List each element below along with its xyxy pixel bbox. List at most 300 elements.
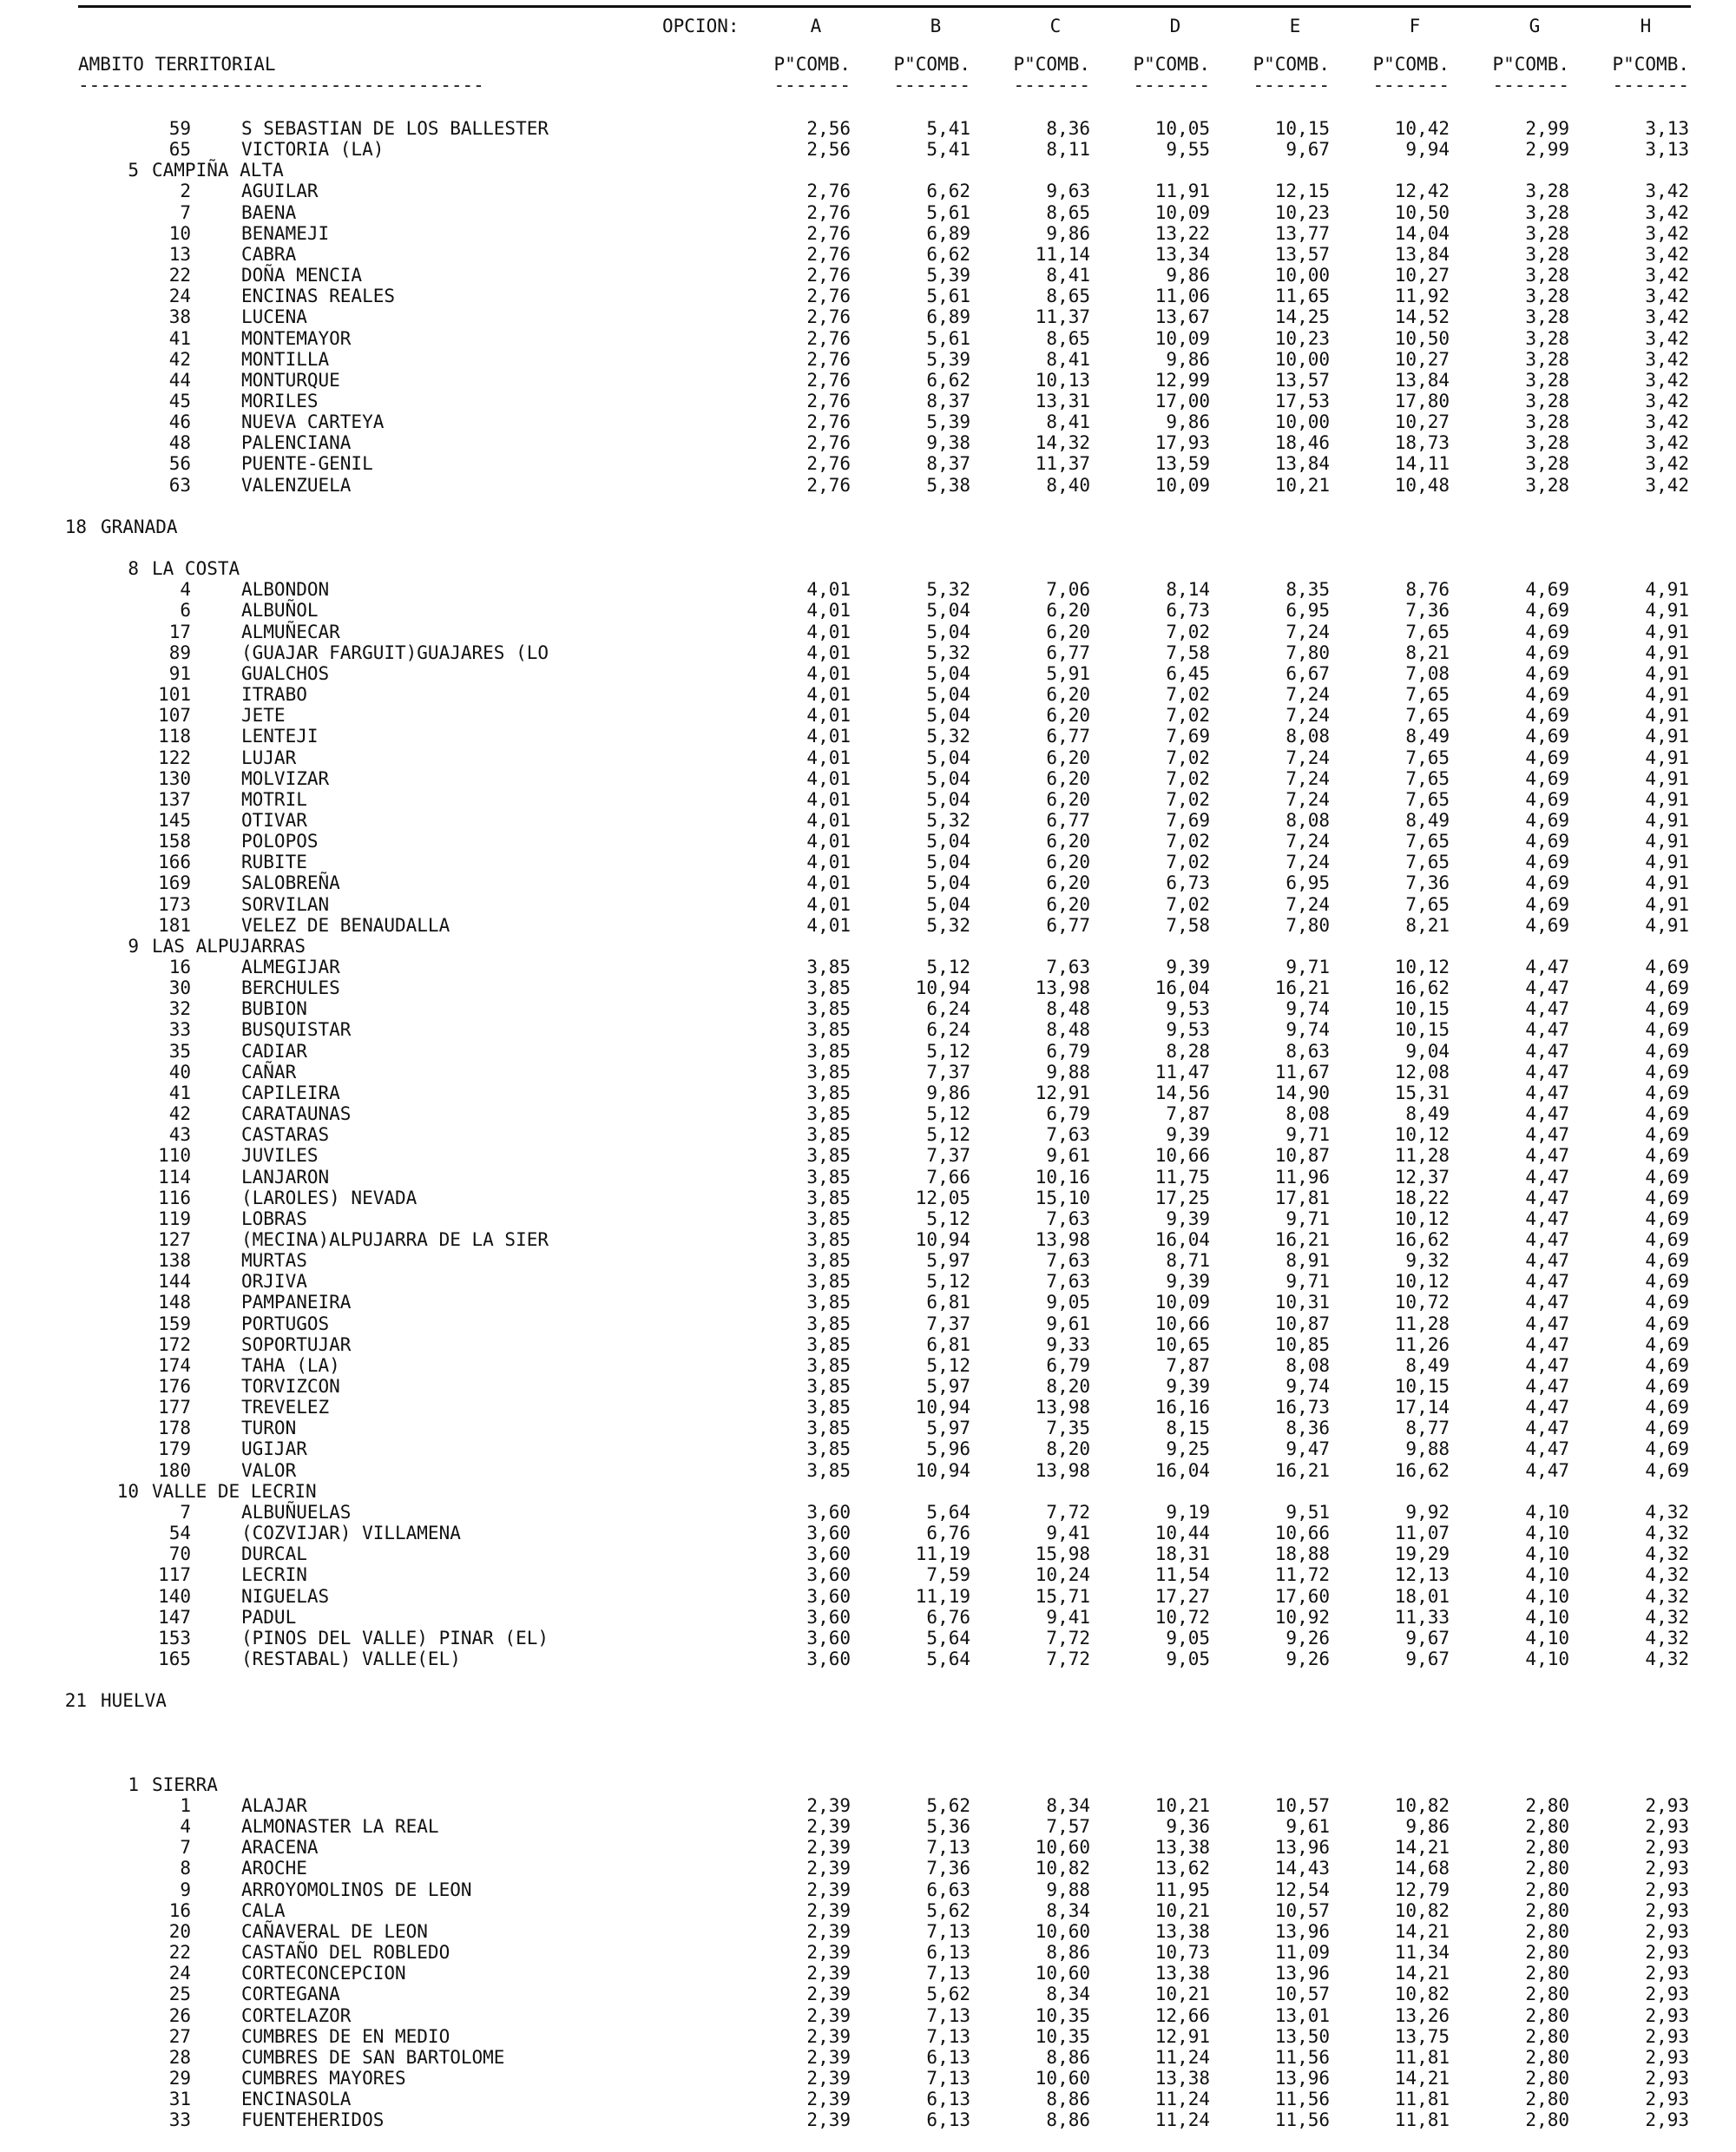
option-value-e: 7,24 xyxy=(1286,684,1330,706)
municipality-code: 101 xyxy=(158,684,191,706)
option-value-g: 4,47 xyxy=(1525,977,1569,999)
option-value-f: 8,77 xyxy=(1405,1418,1450,1439)
option-value-h: 2,93 xyxy=(1645,1942,1689,1964)
municipality-name: LUCENA xyxy=(241,306,307,328)
option-value-h: 4,32 xyxy=(1645,1523,1689,1544)
spacer-row xyxy=(0,496,1736,517)
option-value-h: 3,42 xyxy=(1645,327,1689,349)
option-value-h: 3,13 xyxy=(1645,118,1689,139)
option-value-f: 7,65 xyxy=(1405,893,1450,915)
option-value-h: 4,91 xyxy=(1645,809,1689,831)
table-row xyxy=(0,622,1736,642)
option-value-c: 6,20 xyxy=(1046,852,1090,873)
column-sub-c: P"COMB. xyxy=(1013,54,1090,75)
option-value-g: 4,69 xyxy=(1525,747,1569,768)
option-value-a: 3,60 xyxy=(806,1564,851,1586)
option-value-e: 7,24 xyxy=(1286,621,1330,642)
option-value-a: 3,85 xyxy=(806,1459,851,1481)
option-value-f: 10,15 xyxy=(1394,998,1450,1020)
option-value-e: 8,08 xyxy=(1286,1354,1330,1376)
municipality-name: ITRABO xyxy=(241,684,307,706)
province-name: GRANADA xyxy=(101,516,178,537)
municipality-name: VALENZUELA xyxy=(241,474,352,496)
table-row xyxy=(0,1942,1736,1963)
option-value-f: 8,21 xyxy=(1405,914,1450,936)
option-value-b: 7,13 xyxy=(926,1963,970,1984)
option-value-c: 8,40 xyxy=(1046,474,1090,496)
option-value-a: 4,01 xyxy=(806,809,851,831)
option-value-f: 11,28 xyxy=(1394,1313,1450,1334)
municipality-name: SORVILAN xyxy=(241,893,330,915)
option-value-c: 6,20 xyxy=(1046,872,1090,894)
municipality-name: PALENCIANA xyxy=(241,432,352,454)
municipality-code: 25 xyxy=(168,1984,191,2005)
table-row xyxy=(0,1145,1736,1166)
option-value-h: 2,93 xyxy=(1645,1879,1689,1900)
municipality-name: ALBUÑUELAS xyxy=(241,1501,352,1523)
option-value-h: 4,69 xyxy=(1645,1271,1689,1293)
option-value-a: 2,76 xyxy=(806,222,851,244)
option-value-h: 4,69 xyxy=(1645,1124,1689,1146)
option-value-a: 2,39 xyxy=(806,1963,851,1984)
option-value-c: 10,60 xyxy=(1035,1837,1090,1859)
option-value-e: 13,77 xyxy=(1274,222,1330,244)
spacer-row xyxy=(0,1754,1736,1774)
table-row xyxy=(0,2026,1736,2047)
option-value-a: 3,85 xyxy=(806,1313,851,1334)
table-row xyxy=(0,1103,1736,1124)
column-letter-b: B xyxy=(930,16,942,36)
zone-code: 8 xyxy=(128,558,139,580)
column-dash-f: ------- xyxy=(1372,75,1450,95)
column-header-row xyxy=(0,54,1736,76)
option-value-f: 11,92 xyxy=(1394,286,1450,307)
option-value-g: 2,80 xyxy=(1525,2025,1569,2047)
option-value-b: 5,41 xyxy=(926,139,970,161)
municipality-code: 41 xyxy=(168,327,191,349)
table-row xyxy=(0,1858,1736,1879)
municipality-name: DURCAL xyxy=(241,1543,307,1565)
option-value-f: 10,48 xyxy=(1394,474,1450,496)
option-value-c: 6,20 xyxy=(1046,684,1090,706)
option-value-g: 2,80 xyxy=(1525,2067,1569,2089)
municipality-name: BERCHULES xyxy=(241,977,340,999)
municipality-name: LOBRAS xyxy=(241,1208,307,1229)
option-value-e: 11,96 xyxy=(1274,1166,1330,1188)
option-value-h: 3,42 xyxy=(1645,243,1689,265)
option-value-h: 4,32 xyxy=(1645,1627,1689,1649)
municipality-name: GUALCHOS xyxy=(241,662,330,684)
province-name: HUELVA xyxy=(101,1690,167,1712)
option-value-h: 4,69 xyxy=(1645,1313,1689,1334)
option-value-d: 7,02 xyxy=(1166,788,1210,810)
option-value-b: 9,86 xyxy=(926,1082,970,1103)
municipality-code: 153 xyxy=(158,1627,191,1649)
option-value-b: 5,12 xyxy=(926,1103,970,1125)
option-value-e: 18,88 xyxy=(1274,1543,1330,1565)
option-value-e: 11,65 xyxy=(1274,286,1330,307)
option-value-a: 2,39 xyxy=(806,1858,851,1879)
option-value-a: 2,76 xyxy=(806,286,851,307)
option-value-f: 14,52 xyxy=(1394,306,1450,328)
option-value-a: 2,76 xyxy=(806,369,851,391)
option-value-a: 3,85 xyxy=(806,1228,851,1250)
option-value-a: 3,85 xyxy=(806,1271,851,1293)
spacer-row xyxy=(0,1711,1736,1732)
municipality-name: AGUILAR xyxy=(241,181,319,202)
option-value-a: 2,39 xyxy=(806,2067,851,2089)
option-value-f: 10,50 xyxy=(1394,327,1450,349)
zone-heading-row xyxy=(0,1481,1736,1502)
option-value-h: 3,42 xyxy=(1645,306,1689,328)
municipality-name: (PINOS DEL VALLE) PINAR (EL) xyxy=(241,1627,549,1649)
table-row xyxy=(0,1837,1736,1858)
option-value-f: 13,75 xyxy=(1394,2025,1450,2047)
option-value-g: 4,47 xyxy=(1525,1166,1569,1188)
option-value-b: 5,04 xyxy=(926,852,970,873)
option-value-f: 14,21 xyxy=(1394,1920,1450,1942)
option-value-h: 4,91 xyxy=(1645,642,1689,663)
option-value-f: 16,62 xyxy=(1394,1228,1450,1250)
option-value-e: 8,08 xyxy=(1286,726,1330,747)
option-value-c: 10,60 xyxy=(1035,2067,1090,2089)
option-value-b: 6,13 xyxy=(926,1942,970,1964)
column-sub-b: P"COMB. xyxy=(893,54,970,75)
table-row xyxy=(0,118,1736,139)
option-value-a: 3,85 xyxy=(806,1166,851,1188)
table-row xyxy=(0,1438,1736,1459)
municipality-code: 30 xyxy=(168,977,191,999)
option-value-g: 4,47 xyxy=(1525,1040,1569,1062)
table-row xyxy=(0,705,1736,726)
table-row xyxy=(0,1376,1736,1397)
option-value-a: 2,56 xyxy=(806,139,851,161)
option-value-b: 7,36 xyxy=(926,1858,970,1879)
municipality-name: CORTEGANA xyxy=(241,1984,340,2005)
municipality-code: 176 xyxy=(158,1376,191,1397)
option-value-c: 6,79 xyxy=(1046,1103,1090,1125)
zone-heading-row xyxy=(0,558,1736,579)
municipality-name: LANJARON xyxy=(241,1166,330,1188)
table-row xyxy=(0,1586,1736,1607)
option-value-a: 3,60 xyxy=(806,1606,851,1628)
municipality-code: 22 xyxy=(168,1942,191,1964)
option-value-e: 7,24 xyxy=(1286,767,1330,789)
option-value-f: 14,04 xyxy=(1394,222,1450,244)
zone-name: LAS ALPUJARRAS xyxy=(152,935,306,957)
option-value-a: 2,76 xyxy=(806,453,851,475)
municipality-name: TORVIZCON xyxy=(241,1376,340,1397)
table-row xyxy=(0,2068,1736,2089)
option-value-c: 6,79 xyxy=(1046,1354,1090,1376)
spacer-row xyxy=(0,1669,1736,1690)
option-value-e: 10,57 xyxy=(1274,1899,1330,1921)
option-value-e: 8,36 xyxy=(1286,1418,1330,1439)
municipality-code: 65 xyxy=(168,139,191,161)
column-dash-c: ------- xyxy=(1013,75,1090,95)
option-value-g: 2,80 xyxy=(1525,1816,1569,1838)
municipality-code: 159 xyxy=(158,1313,191,1334)
column-letter-a: A xyxy=(810,16,822,36)
option-value-b: 6,13 xyxy=(926,2089,970,2110)
zone-heading-row xyxy=(0,936,1736,957)
option-value-b: 5,04 xyxy=(926,893,970,915)
option-value-e: 9,71 xyxy=(1286,957,1330,977)
option-value-h: 4,91 xyxy=(1645,914,1689,936)
option-value-e: 17,53 xyxy=(1274,390,1330,411)
option-value-f: 13,84 xyxy=(1394,243,1450,265)
table-row xyxy=(0,1041,1736,1062)
column-letter-d: D xyxy=(1169,16,1181,36)
option-value-b: 7,37 xyxy=(926,1061,970,1083)
municipality-name: MURTAS xyxy=(241,1250,307,1272)
option-value-e: 10,66 xyxy=(1274,1523,1330,1544)
option-value-b: 5,64 xyxy=(926,1627,970,1649)
option-value-f: 11,81 xyxy=(1394,2046,1450,2068)
option-value-a: 2,76 xyxy=(806,390,851,411)
option-value-b: 5,32 xyxy=(926,914,970,936)
table-row xyxy=(0,286,1736,306)
table-row xyxy=(0,684,1736,705)
table-row xyxy=(0,265,1736,286)
option-value-c: 6,20 xyxy=(1046,788,1090,810)
option-value-f: 7,08 xyxy=(1405,662,1450,684)
option-value-a: 4,01 xyxy=(806,705,851,727)
option-value-d: 13,34 xyxy=(1154,243,1210,265)
option-value-b: 9,38 xyxy=(926,432,970,454)
option-value-h: 2,93 xyxy=(1645,2089,1689,2110)
column-sub-g: P"COMB. xyxy=(1492,54,1569,75)
table-row xyxy=(0,453,1736,474)
option-value-g: 4,47 xyxy=(1525,1228,1569,1250)
option-value-d: 8,28 xyxy=(1166,1040,1210,1062)
option-value-d: 10,09 xyxy=(1154,1292,1210,1313)
option-value-b: 6,13 xyxy=(926,2109,970,2131)
municipality-code: 110 xyxy=(158,1145,191,1167)
option-value-e: 14,43 xyxy=(1274,1858,1330,1879)
municipality-name: LENTEJI xyxy=(241,726,319,747)
table-row xyxy=(0,726,1736,747)
column-dash-g: ------- xyxy=(1492,75,1569,95)
option-value-d: 12,91 xyxy=(1154,2025,1210,2047)
option-value-f: 8,76 xyxy=(1405,579,1450,601)
option-value-e: 9,26 xyxy=(1286,1627,1330,1649)
table-row xyxy=(0,349,1736,370)
table-row xyxy=(0,1649,1736,1669)
option-value-a: 3,85 xyxy=(806,1082,851,1103)
option-value-c: 8,34 xyxy=(1046,1984,1090,2005)
option-value-e: 7,24 xyxy=(1286,705,1330,727)
option-value-b: 5,64 xyxy=(926,1501,970,1523)
option-value-c: 9,41 xyxy=(1046,1523,1090,1544)
option-value-f: 9,04 xyxy=(1405,1040,1450,1062)
option-value-f: 12,37 xyxy=(1394,1166,1450,1188)
table-row xyxy=(0,1523,1736,1543)
zone-name: VALLE DE LECRIN xyxy=(152,1480,317,1502)
municipality-name: PORTUGOS xyxy=(241,1313,330,1334)
table-row xyxy=(0,1564,1736,1585)
table-row xyxy=(0,411,1736,432)
option-value-b: 5,12 xyxy=(926,1271,970,1293)
table-row xyxy=(0,1921,1736,1942)
table-row xyxy=(0,181,1736,201)
option-value-g: 4,47 xyxy=(1525,1418,1569,1439)
option-value-g: 4,69 xyxy=(1525,831,1569,852)
option-value-d: 10,44 xyxy=(1154,1523,1210,1544)
municipality-name: BAENA xyxy=(241,201,297,223)
option-value-d: 7,02 xyxy=(1166,621,1210,642)
municipality-name: CASTAÑO DEL ROBLEDO xyxy=(241,1942,450,1964)
municipality-code: 16 xyxy=(168,957,191,977)
option-value-f: 19,29 xyxy=(1394,1543,1450,1565)
municipality-name: FUENTEHERIDOS xyxy=(241,2109,385,2131)
municipality-code: 127 xyxy=(158,1228,191,1250)
municipality-name: PAMPANEIRA xyxy=(241,1292,352,1313)
option-value-c: 9,63 xyxy=(1046,181,1090,202)
option-value-g: 4,69 xyxy=(1525,809,1569,831)
option-value-d: 13,22 xyxy=(1154,222,1210,244)
ambito-underline: ------------------------------------- xyxy=(78,75,484,95)
municipality-name: CUMBRES MAYORES xyxy=(241,2067,406,2089)
table-row xyxy=(0,663,1736,684)
option-value-c: 13,31 xyxy=(1035,390,1090,411)
table-row xyxy=(0,1543,1736,1564)
option-value-d: 13,38 xyxy=(1154,1837,1210,1859)
option-value-f: 9,88 xyxy=(1405,1438,1450,1460)
table-row xyxy=(0,2109,1736,2130)
option-value-d: 18,31 xyxy=(1154,1543,1210,1565)
option-value-d: 9,39 xyxy=(1166,1376,1210,1397)
option-value-f: 10,15 xyxy=(1394,1019,1450,1041)
option-value-d: 9,39 xyxy=(1166,1124,1210,1146)
option-value-c: 7,72 xyxy=(1046,1648,1090,1669)
option-value-f: 16,62 xyxy=(1394,977,1450,999)
option-value-h: 4,91 xyxy=(1645,852,1689,873)
option-value-a: 4,01 xyxy=(806,621,851,642)
option-value-g: 4,69 xyxy=(1525,872,1569,894)
option-value-b: 5,04 xyxy=(926,684,970,706)
municipality-code: 6 xyxy=(180,600,191,622)
option-value-a: 4,01 xyxy=(806,600,851,622)
option-value-g: 4,69 xyxy=(1525,914,1569,936)
municipality-name: BUBION xyxy=(241,998,307,1020)
option-value-b: 5,61 xyxy=(926,286,970,307)
option-value-h: 4,91 xyxy=(1645,767,1689,789)
table-row xyxy=(0,1628,1736,1649)
option-value-b: 5,04 xyxy=(926,747,970,768)
option-value-f: 18,01 xyxy=(1394,1585,1450,1607)
option-value-c: 7,63 xyxy=(1046,1124,1090,1146)
option-value-h: 2,93 xyxy=(1645,1920,1689,1942)
municipality-name: SOPORTUJAR xyxy=(241,1333,352,1355)
option-value-c: 8,34 xyxy=(1046,1899,1090,1921)
option-value-g: 4,10 xyxy=(1525,1501,1569,1523)
option-value-f: 7,36 xyxy=(1405,872,1450,894)
municipality-code: 38 xyxy=(168,306,191,328)
table-row xyxy=(0,1188,1736,1208)
option-value-e: 10,23 xyxy=(1274,201,1330,223)
option-value-g: 3,28 xyxy=(1525,286,1569,307)
option-value-f: 14,21 xyxy=(1394,2067,1450,2089)
municipality-code: 114 xyxy=(158,1166,191,1188)
option-value-a: 4,01 xyxy=(806,852,851,873)
municipality-name: ENCINAS REALES xyxy=(241,286,396,307)
option-value-c: 8,34 xyxy=(1046,1795,1090,1816)
option-value-c: 7,72 xyxy=(1046,1501,1090,1523)
ambito-label: AMBITO TERRITORIAL xyxy=(78,54,276,75)
municipality-name: CORTECONCEPCION xyxy=(241,1963,406,1984)
option-value-a: 2,39 xyxy=(806,2046,851,2068)
option-value-e: 12,15 xyxy=(1274,181,1330,202)
municipality-name: TURON xyxy=(241,1418,297,1439)
option-value-d: 7,02 xyxy=(1166,852,1210,873)
option-value-g: 3,28 xyxy=(1525,432,1569,454)
table-row xyxy=(0,852,1736,872)
municipality-code: 2 xyxy=(180,181,191,202)
option-value-h: 3,42 xyxy=(1645,286,1689,307)
option-value-b: 5,97 xyxy=(926,1376,970,1397)
option-value-f: 10,82 xyxy=(1394,1984,1450,2005)
option-value-d: 9,05 xyxy=(1166,1648,1210,1669)
option-value-d: 6,45 xyxy=(1166,662,1210,684)
municipality-code: 16 xyxy=(168,1899,191,1921)
option-value-h: 4,32 xyxy=(1645,1543,1689,1565)
option-value-a: 3,85 xyxy=(806,1292,851,1313)
option-value-e: 13,57 xyxy=(1274,369,1330,391)
option-value-f: 7,36 xyxy=(1405,600,1450,622)
option-value-d: 16,04 xyxy=(1154,1228,1210,1250)
option-value-a: 2,39 xyxy=(806,1816,851,1838)
column-letter-e: E xyxy=(1289,16,1301,36)
option-value-g: 3,28 xyxy=(1525,411,1569,433)
option-value-c: 7,35 xyxy=(1046,1418,1090,1439)
option-value-f: 12,13 xyxy=(1394,1564,1450,1586)
option-value-c: 9,61 xyxy=(1046,1145,1090,1167)
option-value-e: 9,67 xyxy=(1286,139,1330,161)
option-value-f: 7,65 xyxy=(1405,831,1450,852)
option-value-g: 4,47 xyxy=(1525,1019,1569,1041)
option-value-f: 10,12 xyxy=(1394,957,1450,977)
option-value-a: 2,76 xyxy=(806,348,851,370)
option-value-f: 7,65 xyxy=(1405,621,1450,642)
option-value-a: 2,76 xyxy=(806,201,851,223)
option-value-h: 4,91 xyxy=(1645,831,1689,852)
option-value-c: 6,20 xyxy=(1046,767,1090,789)
municipality-code: 32 xyxy=(168,998,191,1020)
table-row xyxy=(0,789,1736,810)
municipality-code: 119 xyxy=(158,1208,191,1229)
table-row xyxy=(0,2005,1736,2026)
table-row xyxy=(0,391,1736,411)
option-value-h: 4,91 xyxy=(1645,621,1689,642)
option-value-d: 7,02 xyxy=(1166,705,1210,727)
option-value-b: 5,96 xyxy=(926,1438,970,1460)
option-value-a: 4,01 xyxy=(806,914,851,936)
municipality-code: 180 xyxy=(158,1459,191,1481)
option-value-e: 10,87 xyxy=(1274,1145,1330,1167)
option-value-a: 4,01 xyxy=(806,788,851,810)
option-value-a: 3,85 xyxy=(806,1354,851,1376)
option-value-c: 13,98 xyxy=(1035,1397,1090,1418)
option-value-h: 4,69 xyxy=(1645,1250,1689,1272)
option-value-d: 9,36 xyxy=(1166,1816,1210,1838)
option-value-b: 7,37 xyxy=(926,1145,970,1167)
option-value-e: 10,85 xyxy=(1274,1333,1330,1355)
table-row xyxy=(0,768,1736,789)
option-value-g: 4,69 xyxy=(1525,600,1569,622)
option-value-d: 7,02 xyxy=(1166,893,1210,915)
option-value-h: 4,69 xyxy=(1645,1103,1689,1125)
